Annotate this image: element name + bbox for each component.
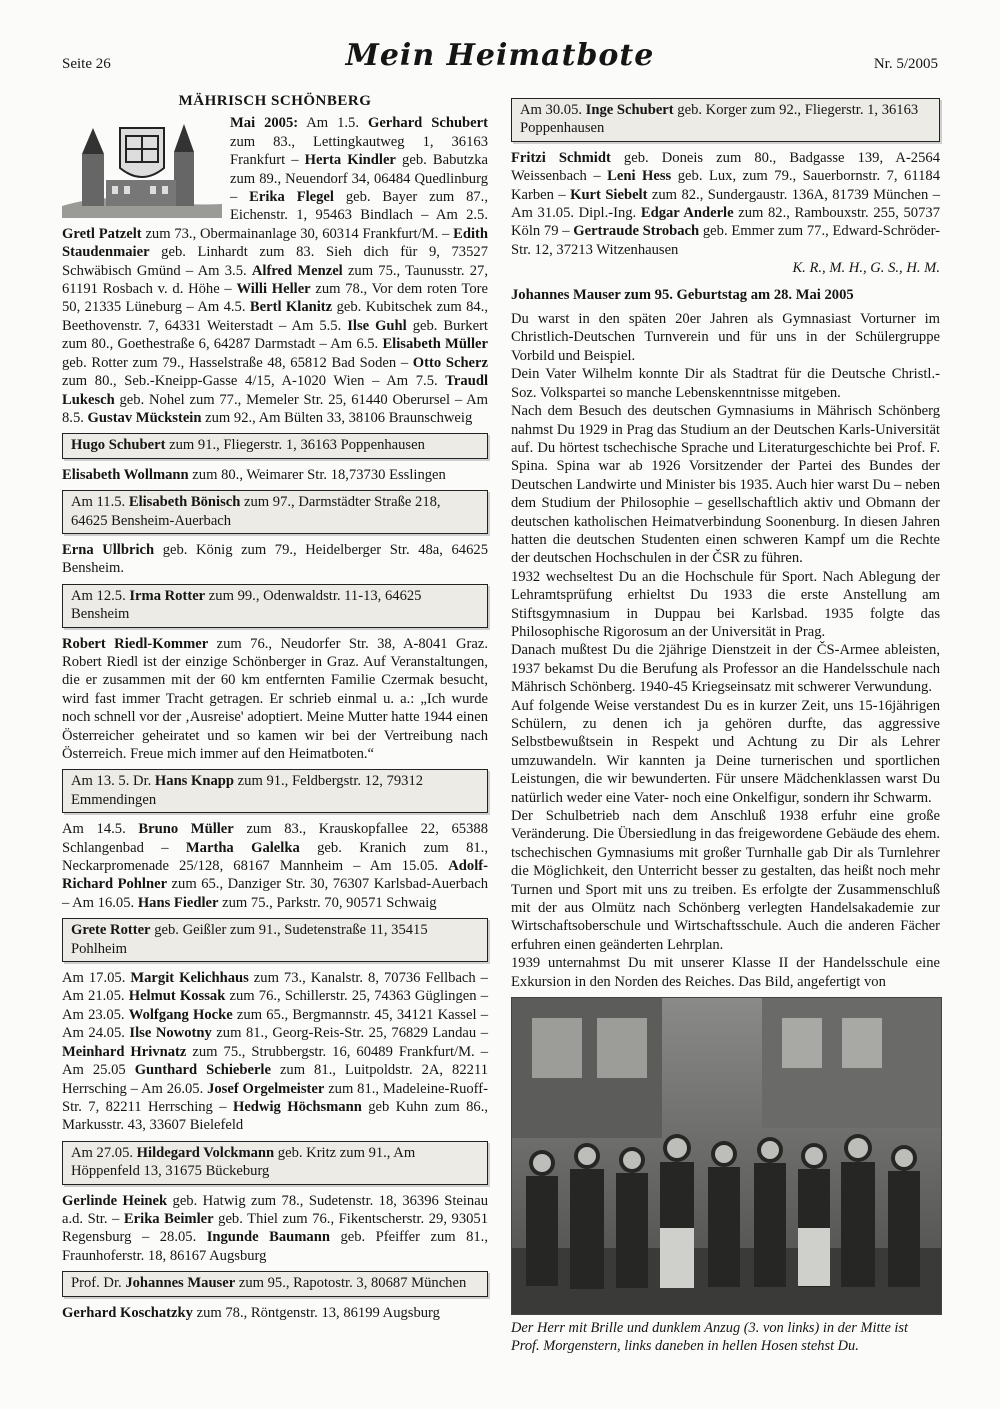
person-name: Herta Kindler <box>304 152 396 169</box>
entry-text: zum 76., Neudorfer Str. 38, A-8041 Graz. Robert Riedl ist der einzige Schönberger in Graz. Auf Veranstaltungen, die er zusammen mit der 60 km entfernten Familie Czermak besucht, wird fast immer Tracht getragen. Er schrieb einmal u. a.: „Ich wurde noch schnell vor der ‚Ausreise' adoptiert. Meine Mutter hatte 1944 einen Österreicher geheiratet und so kamen wir bei der Vertreibung nach Österreich. Freue mich immer auf den Heimatboten.“ <box>62 635 488 762</box>
entry-text: zum 82., Rambouxstr. 255, 50737 Köln 79 – <box>511 205 940 240</box>
person-name: Elisabeth Wollmann <box>62 466 189 483</box>
person-name: Margit Kelichhaus <box>130 970 249 987</box>
entry-text: zum 78., Röntgenstr. 13, 86199 Augsburg <box>192 1304 440 1321</box>
entry-text: zum 75., Taunusstr. 27, 61191 Rosbach v. d. Höhe – <box>62 262 488 298</box>
entry-text: Am 17.05. <box>62 970 131 987</box>
person-name: Martha Galelka <box>185 839 300 856</box>
person-name: Ilse Nowotny <box>129 1025 212 1042</box>
birthday-entry <box>62 466 488 484</box>
person-name: Hans Knapp <box>154 773 235 790</box>
entry-text: geb. Kubitschek zum 84., Beethovenstr. 7, 64331 Weiterstadt – Am 5.5. <box>62 299 488 334</box>
entry-text: Am 30.05. <box>520 102 586 118</box>
birthday-entry <box>62 635 488 764</box>
entry-text: zum 75., Parkstr. 70, 90571 Schwaig <box>218 894 437 911</box>
person-name: Inge Schubert <box>585 102 674 118</box>
person-name: Elisabeth Bönisch <box>128 494 241 511</box>
person-name: Otto Scherz <box>412 354 488 371</box>
article-paragraph: Danach mußtest Du die 2jährige Dienstzeit in der ČS-Armee ableisten, 1937 bekamst Du die Berufung als Professor an die Handelsschule nach Mährisch Schönberg. 1940-45 Kriegseinsatz mit schwerer Verwundung. <box>511 642 940 696</box>
highlight-box <box>62 1141 488 1185</box>
entry-text: zum 83., Lettingkautweg 1, 36163 Frankfurt – <box>230 133 488 169</box>
entry-text: zum 80., Weimarer Str. 18,73730 Esslingen <box>188 466 446 483</box>
article-paragraph: Der Schulbetrieb nach dem Anschluß 1938 erfuhr eine große Veränderung. Die Übersiedlung in das freigewordene Gebäude des ehem. tschechischen Gymnasiums mit großer Turnhalle gab Dir als Turnlehrer die Möglichkeit, den Unterricht besser zu gestalten, das heißt noch mehr Turnen und Sport mit uns zu treiben. Es erfolgte der Zusammenschluß mit der aus Olmütz nach Schönberg verlegten Handelsakademie zur Wirtschaftsoberschule und Wirtschaftsschule. Auch die anderen Fächer erfuhren einen geänderten Lehrplan. <box>511 808 940 953</box>
person-name: Ingunde Baumann <box>206 1229 330 1246</box>
entry-text: zum 73., Kanalstr. 8, 70736 Fellbach – Am 21.05. <box>62 970 488 1005</box>
entry-text: Am 14.5. <box>62 821 139 838</box>
entry-text: Am 1.5. <box>298 115 368 132</box>
person-name: Edgar Anderle <box>640 205 734 222</box>
entry-text: Am 13. 5. Dr. <box>71 773 155 790</box>
person-name: Edith Staudenmaier <box>62 225 488 261</box>
highlight-box <box>62 490 488 534</box>
page-number: Seite 26 <box>62 56 111 72</box>
entry-text: zum 65., Danziger Str. 30, 76307 Karlsbad-Auerbach – Am 16.05. <box>62 876 488 911</box>
entry-text: geb. Bayer zum 87., Eichenstr. 1, 95463 Bindlach – Am 2.5. <box>230 189 488 224</box>
birthday-entry <box>62 969 488 1135</box>
entry-text: zum 83., Krauskopfallee 22, 65388 Schlangenbad – <box>62 821 488 856</box>
highlight-box <box>62 433 488 458</box>
entry-text: geb. Geißler zum 91., Sudetenstraße 11, 35415 Pohlheim <box>71 922 428 957</box>
person-name: Johannes Mauser <box>125 1275 236 1292</box>
person-name: Irma Rotter <box>129 587 206 604</box>
entry-text: geb. Emmer zum 77., Edward-Schröder-Str. 12, 37213 Witzenhausen <box>511 223 940 258</box>
right-column <box>511 92 940 1355</box>
author-signature: K. R., M. H., G. S., H. M. <box>792 260 940 277</box>
person-name: Hedwig Höchsmann <box>232 1098 362 1115</box>
article-title: Johannes Mauser zum 95. Geburtstag am 28. Mai 2005 <box>511 286 854 303</box>
entry-text: geb. Rotter zum 79., Hasselstraße 48, 65812 Bad Soden – <box>62 354 413 371</box>
article-paragraph: Du warst in den späten 20er Jahren als Gymnasiast Vorturner im Christlich-Deutschen Turnverein und für uns in der Schülergruppe Vorbild und Beispiel. <box>511 311 940 364</box>
entry-text: Am 27.05. <box>71 1144 137 1161</box>
person-name: Meinhard Hrivnatz <box>62 1043 187 1060</box>
entry-text: zum 91., Feldbergstr. 12, 79312 Emmendingen <box>71 773 424 808</box>
birthday-entry <box>511 149 940 259</box>
entry-text: zum 97., Darmstädter Straße 218, 64625 Bensheim-Auerbach <box>71 494 441 529</box>
person-name: Wolfgang Hocke <box>128 1006 233 1023</box>
entry-text: geb. Nohel zum 77., Memeler Str. 25, 61440 Oberursel – Am 8.5. <box>62 391 488 426</box>
entry-text: zum 76., Schillerstr. 25, 74363 Güglingen – Am 23.05. <box>62 988 488 1023</box>
article-body <box>511 310 940 991</box>
entry-text: geb. Hatwig zum 78., Sudetenstr. 18, 36396 Steinau a.d. Str. – <box>62 1192 488 1227</box>
entry-text: zum 99., Odenwaldstr. 11-13, 64625 Bensheim <box>71 587 422 623</box>
masthead-logo: Mein Heimatbote <box>345 38 655 73</box>
photo-caption: Der Herr mit Brille und dunklem Anzug (3. von links) in der Mitte ist Prof. Morgenstern, links daneben in hellen Hosen stehst Du. <box>511 1320 909 1355</box>
entry-text: geb. König zum 79., Heidelberger Str. 48a, 64625 Bensheim. <box>62 541 488 577</box>
entry-text: geb. Linhardt zum 83. Sieh dich für 9, 73527 Schwäbisch Gmünd – Am 3.5. <box>62 244 488 279</box>
entry-text: geb Kuhn zum 86., Markusstr. 43, 33607 Bielefeld <box>62 1098 488 1134</box>
entry-text: geb. Burkert zum 80., Goethestraße 6, 64287 Darmstadt – Am 6.5. <box>62 317 488 353</box>
article-paragraph: Dein Vater Wilhelm konnte Dir als Stadtrat für die Deutsche Christl.-Soz. Volkspartei so manche Lebenskenntnisse mitgeben. <box>511 366 940 401</box>
entry-text: zum 82., Sundergaustr. 136A, 81739 München – Am 31.05. Dipl.-Ing. <box>511 186 940 222</box>
person-name: Bruno Müller <box>138 821 234 838</box>
person-name: Erna Ullbrich <box>62 541 155 558</box>
birthday-entry <box>62 1304 488 1322</box>
entry-text: Am 12.5. <box>71 587 130 604</box>
article-paragraph: 1932 wechseltest Du an die Hochschule für Sport. Nach Ablegung der Lehramtsprüfung erhieltst Du 1933 die erste Anstellung am Stiftsgymnasium in Duppau bei Karlsbad. 1935 folgte das Philosophische Rigorosum an der Universität in Prag. <box>511 568 940 640</box>
entry-text: geb. Korger zum 92., Fliegerstr. 1, 36163 Poppenhausen <box>520 102 919 137</box>
person-name: Kurt Siebelt <box>570 186 648 203</box>
person-name: Erika Beimler <box>123 1210 214 1227</box>
person-name: Robert Riedl-Kommer <box>62 635 209 652</box>
group-photo-icon <box>511 997 942 1315</box>
town-crest-icon <box>62 114 222 218</box>
entry-text: zum 65., Bergmannstr. 45, 34121 Kassel – Am 24.05. <box>62 1006 489 1042</box>
person-name: Hans Fiedler <box>137 894 219 911</box>
highlight-box <box>62 918 488 962</box>
entry-text: geb. Pfeiffer zum 81., Fraunhoferstr. 18, 86167 Augsburg <box>62 1229 488 1264</box>
article-paragraph: Nach dem Besuch des deutschen Gymnasiums in Mährisch Schönberg nahmst Du 1929 in Prag das Studium an der Deutschen Karls-Universität auf. Du hörtest tschechische Sprache und Literaturgeschichte bei Prof. F. Spina. Spina war ab 1926 Vorsitzender der Partei des Bundes der Deutschen Landwirte und Minister bis 1935. Auch hier warst Du – neben dem Studium der Philosophie – gesellschaftlich aktiv und Obmann der deutschen katholischen Heimatverbindung Soonenburg. In diesen Jahren hatten die deutschen Studenten einen schweren Kampf um die Rechte der deutschen Hochschulen in der ČSR zu führen. <box>511 403 940 567</box>
highlight-box <box>62 584 488 628</box>
entry-text: zum 92., Am Bülten 33, 38106 Braunschweig <box>201 409 473 426</box>
person-name: Gerlinde Heinek <box>62 1192 168 1209</box>
person-name: Gertraude Strobach <box>573 223 700 240</box>
person-name: Helmut Kossak <box>128 988 226 1005</box>
page-header <box>0 0 1000 80</box>
person-name: Adolf-Richard Pohlner <box>62 858 488 893</box>
article-paragraph: 1939 unternahmst Du mit unserer Klasse II der Handelsschule eine Exkursion in den Norden des Reiches. Das Bild, angefertigt von <box>511 955 940 990</box>
person-name: Alfred Menzel <box>251 262 343 279</box>
entry-text: geb. Doneis zum 80., Badgasse 139, A-2564 Weissenbach – <box>511 149 940 185</box>
person-name: Mai 2005: <box>230 115 299 132</box>
entry-text: zum 95., Rapotostr. 3, 80687 München <box>235 1275 467 1292</box>
section-title: MÄHRISCH SCHÖNBERG <box>178 93 372 109</box>
birthday-entry <box>62 820 488 912</box>
person-name: Hugo Schubert <box>71 437 166 454</box>
entry-text: zum 75., Strubbergstr. 16, 60489 Frankfurt/M. – Am 25.05 <box>62 1043 488 1079</box>
birthday-entry <box>62 541 488 578</box>
person-name: Gerhard Koschatzky <box>62 1304 193 1321</box>
highlight-box <box>62 1271 488 1296</box>
person-name: Leni Hess <box>607 168 672 185</box>
person-name: Ilse Guhl <box>347 317 407 334</box>
left-column <box>62 92 488 1328</box>
entry-text: Am 11.5. <box>71 494 129 511</box>
entry-text: zum 80., Seb.-Kneipp-Gasse 4/15, A-1020 Wien – Am 7.5. <box>62 373 446 390</box>
entry-text: zum 81., Madeleine-Ruoff-Str. 7, 82211 Herrsching – <box>62 1080 488 1115</box>
entry-text: geb. Lux, zum 79., Sauerbornstr. 7, 61184 Karben – <box>511 168 940 203</box>
entry-text: geb. Thiel zum 76., Fikentscherstr. 29, 93051 Regensburg – 28.05. <box>62 1210 489 1246</box>
entry-text: zum 81., Luitpoldstr. 2A, 82211 Herrsching – Am 26.05. <box>62 1062 488 1097</box>
person-name: Traudl Lukesch <box>62 373 488 408</box>
entry-text: geb. Kranich zum 81., Neckarpromenade 25/128, 68167 Mannheim – Am 15.05. <box>62 839 488 875</box>
person-name: Josef Orgelmeister <box>207 1080 325 1097</box>
birthday-entry <box>62 1192 488 1266</box>
person-name: Gerhard Schubert <box>367 115 488 132</box>
highlight-box <box>62 769 488 813</box>
entry-text: zum 81., Georg-Reis-Str. 25, 76829 Landau – <box>211 1025 488 1042</box>
person-name: Willi Heller <box>236 281 311 298</box>
person-name: Bertl Klanitz <box>249 299 333 316</box>
person-name: Elisabeth Müller <box>382 336 488 353</box>
person-name: Grete Rotter <box>71 922 151 939</box>
highlight-box <box>511 98 940 142</box>
person-name: Erika Flegel <box>249 189 334 206</box>
entry-text: geb. Babutzka zum 89., Neuendorf 34, 06484 Quedlinburg – <box>230 152 488 206</box>
entry-text: zum 73., Obermainanlage 30, 60314 Frankfurt/M. – <box>141 225 454 242</box>
entry-text: Prof. Dr. <box>71 1275 126 1292</box>
person-name: Hildegard Volckmann <box>136 1144 275 1161</box>
entry-text: zum 91., Fliegerstr. 1, 36163 Poppenhausen <box>165 437 425 454</box>
article-paragraph: Auf folgende Weise verstandest Du es in kurzer Zeit, uns 15-16jährigen Schülern, zu denen ich ja gehören durfte, das aggressive Selbstbewußtsein in Respekt und Achtung zu Dir als Lehrer umzuwandeln. Wir kannten ja Deine turnerischen und sportlichen Leistungen, die wir bewunderten. Für unsere Mädchenklassen warst Du natürlich weder eine Vater- noch eine Onkelfigur, sondern ihr Schwarm. <box>511 697 940 806</box>
person-name: Gunthard Schieberle <box>134 1062 271 1079</box>
entry-text: geb. Kritz zum 91., Am Höppenfeld 13, 31675 Bückeburg <box>71 1144 416 1180</box>
issue-number: Nr. 5/2005 <box>873 56 938 72</box>
person-name: Fritzi Schmidt <box>511 149 611 166</box>
person-name: Gretl Patzelt <box>62 225 142 242</box>
person-name: Gustav Mückstein <box>87 409 202 426</box>
entry-text: zum 78., Vor dem roten Tore 50, 21335 Lüneburg – Am 4.5. <box>62 281 489 316</box>
